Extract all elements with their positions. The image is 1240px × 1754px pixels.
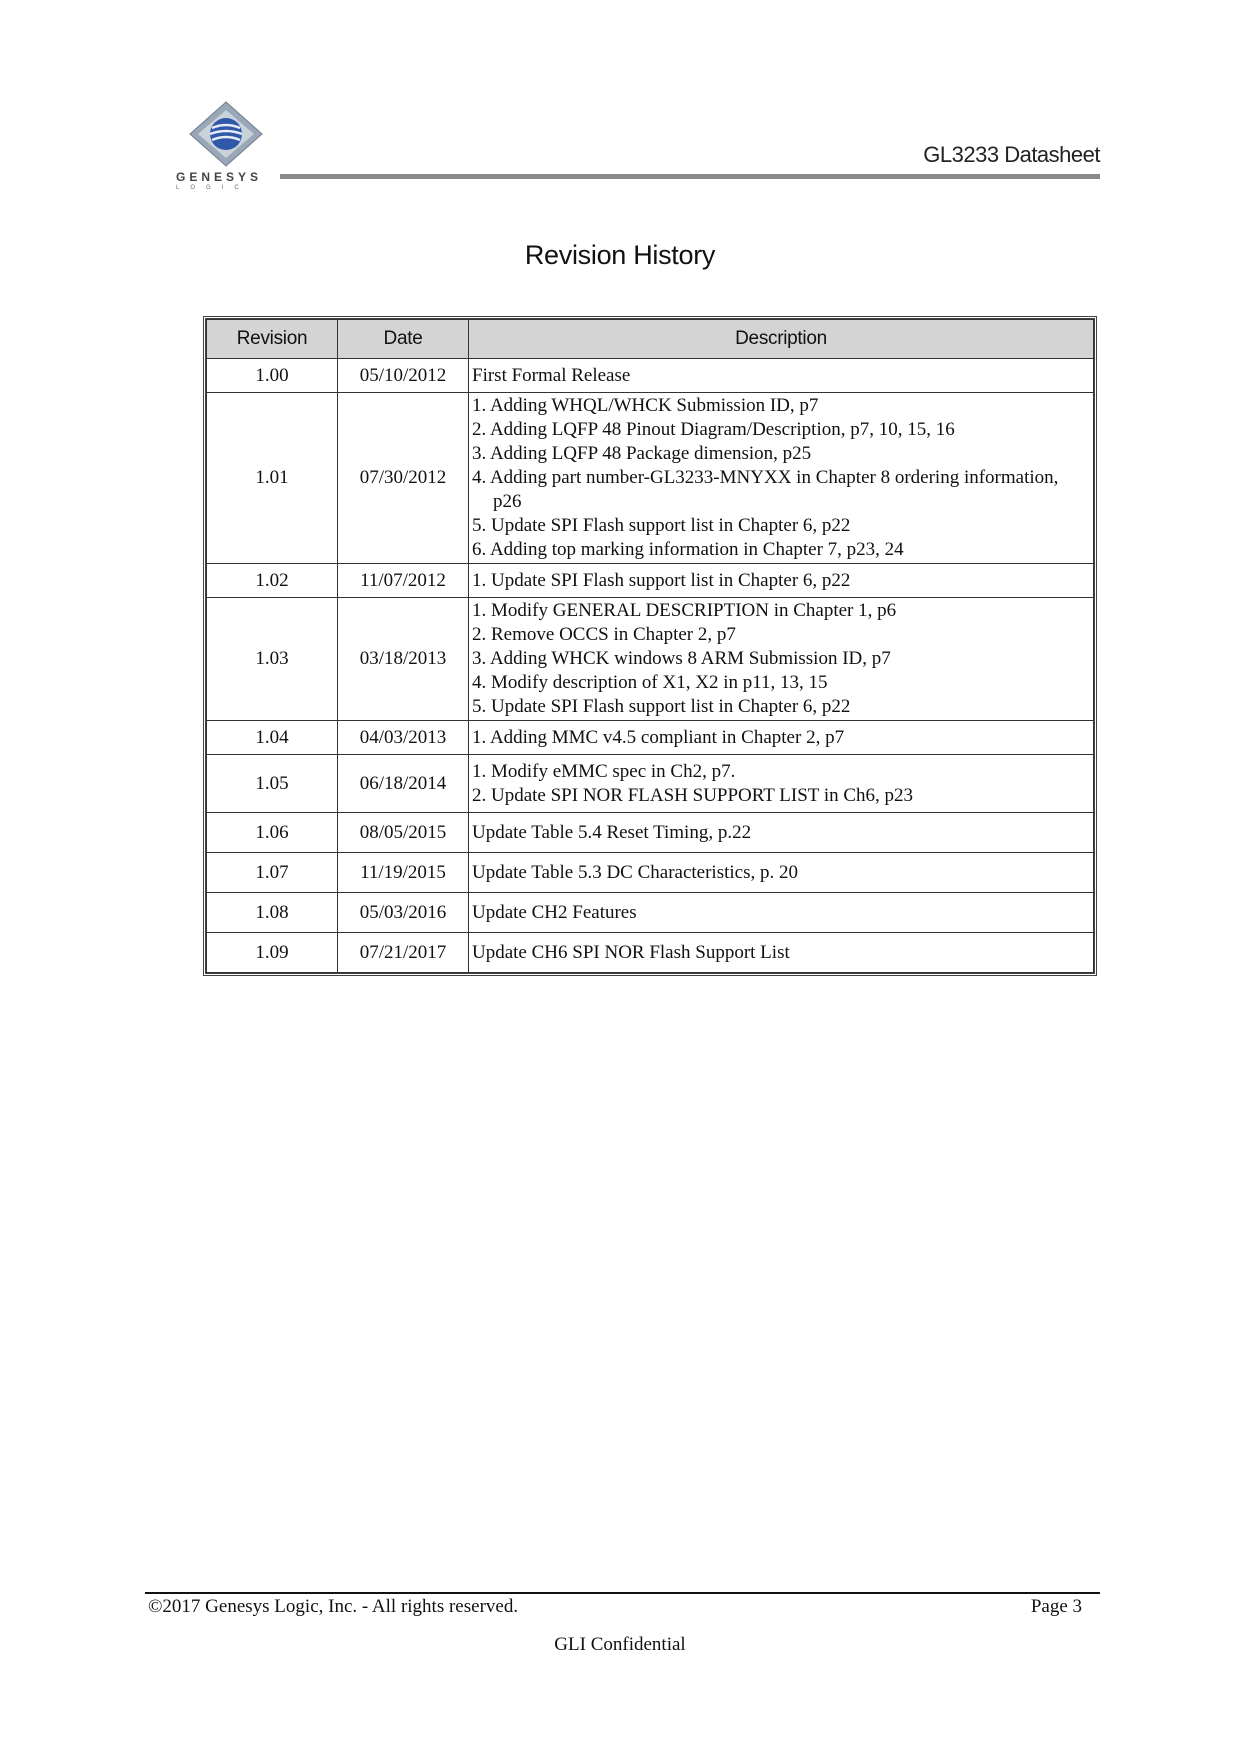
description-item: First Formal Release [472, 364, 631, 386]
cell-revision: 1.08 [207, 893, 338, 933]
cell-description [469, 564, 1094, 598]
cell-revision: 1.01 [207, 393, 338, 564]
cell-description [469, 853, 1094, 893]
description-item: 3. Adding LQFP 48 Package dimension, p25 [472, 443, 812, 464]
genesys-globe-logo-icon [188, 100, 264, 168]
description-item: 2. Adding LQFP 48 Pinout Diagram/Description, p7, 10, 15, 16 [472, 419, 955, 440]
cell-revision: 1.06 [207, 813, 338, 853]
table-header-row [207, 320, 1094, 359]
column-header-description: Description [469, 320, 1094, 359]
cell-date: 07/30/2012 [338, 393, 469, 564]
header-divider [280, 174, 1100, 179]
footer-confidential: GLI Confidential [554, 1634, 686, 1655]
description-item: 5. Update SPI Flash support list in Chapter 6, p22 [472, 515, 851, 536]
cell-date: 03/18/2013 [338, 598, 469, 721]
logo-subtitle: LOGIC [176, 185, 250, 191]
cell-date: 08/05/2015 [338, 813, 469, 853]
table-row [207, 755, 1094, 813]
company-logo [170, 100, 282, 200]
cell-revision: 1.02 [207, 564, 338, 598]
description-item: 2. Update SPI NOR FLASH SUPPORT LIST in Ch6, p23 [472, 784, 914, 806]
cell-description [469, 893, 1094, 933]
description-item: 5. Update SPI Flash support list in Chapter 6, p22 [472, 696, 851, 717]
description-item: 4. Adding part number-GL3233-MNYXX in Chapter 8 ordering information, p26 [472, 467, 1059, 512]
description-item: Update CH6 SPI NOR Flash Support List [472, 941, 790, 963]
description-item: 3. Adding WHCK windows 8 ARM Submission ID, p7 [472, 648, 891, 669]
cell-date: 06/18/2014 [338, 755, 469, 813]
table-row [207, 813, 1094, 853]
cell-revision: 1.09 [207, 933, 338, 973]
cell-date: 05/03/2016 [338, 893, 469, 933]
cell-revision: 1.04 [207, 721, 338, 755]
cell-date: 07/21/2017 [338, 933, 469, 973]
description-item: 2. Remove OCCS in Chapter 2, p7 [472, 624, 736, 645]
cell-description [469, 359, 1094, 393]
cell-revision: 1.05 [207, 755, 338, 813]
table-row [207, 564, 1094, 598]
table-row [207, 933, 1094, 973]
description-item: Update CH2 Features [472, 901, 637, 923]
cell-description [469, 598, 1094, 721]
cell-description [469, 721, 1094, 755]
table-row [207, 598, 1094, 721]
footer-divider [145, 1592, 1100, 1594]
description-item: 1. Update SPI Flash support list in Chapter 6, p22 [472, 569, 851, 591]
description-item: 6. Adding top marking information in Chapter 7, p23, 24 [472, 539, 904, 560]
description-item: Update Table 5.4 Reset Timing, p.22 [472, 821, 752, 843]
cell-description [469, 755, 1094, 813]
footer-copyright: ©2017 Genesys Logic, Inc. - All rights reserved. [148, 1596, 519, 1617]
description-item: 1. Adding WHQL/WHCK Submission ID, p7 [472, 395, 819, 416]
document-title: GL3233 Datasheet [923, 142, 1100, 167]
cell-date: 11/19/2015 [338, 853, 469, 893]
description-item: Update Table 5.3 DC Characteristics, p. 20 [472, 861, 798, 883]
cell-date: 11/07/2012 [338, 564, 469, 598]
cell-description [469, 393, 1094, 564]
logo-name: GENESYS [176, 170, 263, 184]
description-item: 1. Modify eMMC spec in Ch2, p7. [472, 760, 736, 782]
table-row [207, 393, 1094, 564]
cell-revision: 1.07 [207, 853, 338, 893]
table-row [207, 721, 1094, 755]
table-row [207, 359, 1094, 393]
footer-page-number: Page 3 [1030, 1596, 1082, 1617]
column-header-date: Date [338, 320, 469, 359]
revision-history-table [206, 319, 1094, 973]
table-row [207, 853, 1094, 893]
table-body [207, 359, 1094, 973]
cell-revision: 1.03 [207, 598, 338, 721]
cell-date: 04/03/2013 [338, 721, 469, 755]
revision-table-frame [203, 316, 1097, 976]
cell-description [469, 813, 1094, 853]
description-item: 1. Adding MMC v4.5 compliant in Chapter 2, p7 [472, 726, 845, 748]
cell-date: 05/10/2012 [338, 359, 469, 393]
cell-description [469, 933, 1094, 973]
page-title: Revision History [524, 240, 716, 270]
column-header-revision: Revision [207, 320, 338, 359]
description-item: 1. Modify GENERAL DESCRIPTION in Chapter 1, p6 [472, 600, 897, 621]
cell-revision: 1.00 [207, 359, 338, 393]
table-row [207, 893, 1094, 933]
description-item: 4. Modify description of X1, X2 in p11, 13, 15 [472, 672, 828, 693]
